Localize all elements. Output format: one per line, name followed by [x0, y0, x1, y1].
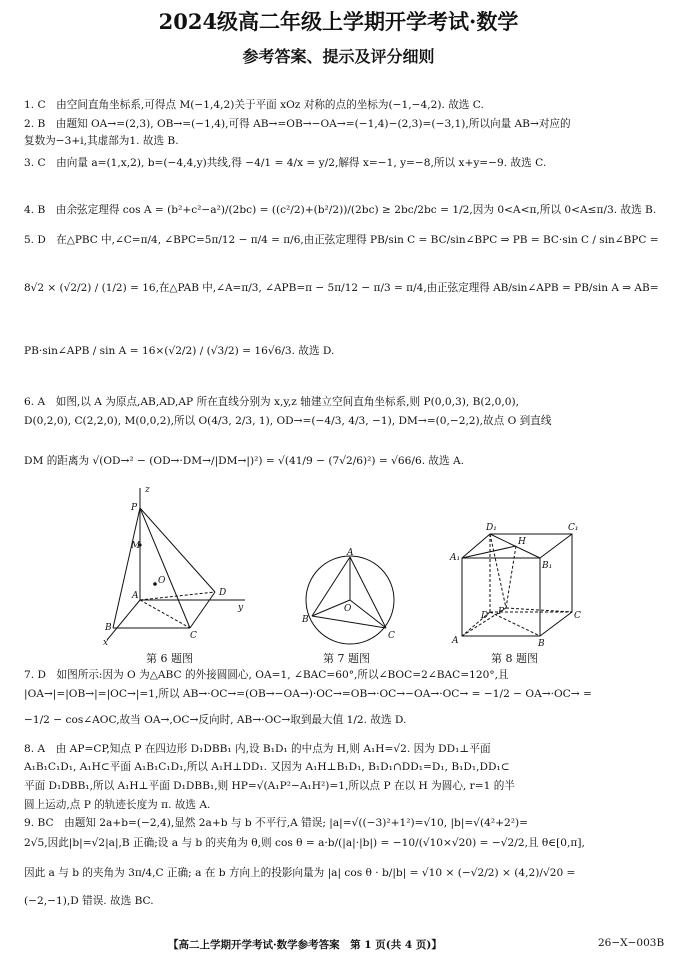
- fig6-label: M: [131, 541, 141, 551]
- figure-6-caption: 第 6 题图: [146, 652, 193, 665]
- answer-line: −1/2 − cos∠AOC,故当 OA→,OC→反向时, AB→·OC→取到最大值 1/2. 故选 D.: [24, 714, 407, 726]
- fig6-label: A: [132, 591, 139, 601]
- figure-7-circle: [298, 548, 408, 648]
- fig7-label: A: [347, 548, 354, 558]
- fig6-label: O: [158, 576, 166, 586]
- answer-line: PB·sin∠APB / sin A = 16×(√2/2) / (√3/2) = 16√6/3. 故选 D.: [24, 345, 335, 357]
- fig8-label: P: [498, 607, 505, 617]
- answer-line: 5. D 在△PBC 中,∠C=π/4, ∠BPC=5π/12 − π/4 = π/6,由正弦定理得 PB/sin C = BC/sin∠BPC ⇒ PB = BC·sin C / sin∠BPC =: [24, 234, 659, 246]
- answer-line: 8. A 由 AP=CP,知点 P 在四边形 D₁DBB₁ 内,设 B₁D₁ 的中点为 H,则 A₁H=√2. 因为 DD₁⊥平面: [24, 743, 491, 755]
- fig8-label: D: [481, 611, 489, 621]
- fig8-label: C: [574, 611, 581, 621]
- answer-line: A₁B₁C₁D₁, A₁H⊂平面 A₁B₁C₁D₁,所以 A₁H⊥DD₁. 又因为 A₁H⊥B₁D₁, B₁D₁∩DD₁=D₁, B₁D₁,DD₁⊂: [24, 761, 510, 773]
- fig7-label: C: [388, 631, 395, 641]
- answer-line: 圆上运动,点 P 的轨迹长度为 π. 故选 A.: [24, 799, 211, 811]
- fig8-label: A: [452, 636, 459, 646]
- answer-line: D(0,2,0), C(2,2,0), M(0,0,2),所以 O(4/3, 2/3, 1), OD→=(−4/3, 4/3, −1), DM→=(0,−2,2),故点 O 到直线: [24, 415, 552, 427]
- answer-line: 7. D 如图所示:因为 O 为△ABC 的外接圆圆心, OA=1, ∠BAC=60°,所以∠BOC=2∠BAC=120°,且: [24, 669, 509, 681]
- figure-6-pyramid: [95, 480, 265, 645]
- answer-line: |OA→|=|OB→|=|OC→|=1,所以 AB→·OC→=(OB→−OA→)·OC→=OB→·OC→−OA→·OC→ = −1/2 − OA→·OC→ =: [24, 688, 592, 700]
- fig6-label: y: [238, 603, 244, 613]
- page-title: 2024级高二年级上学期开学考试·数学: [158, 9, 519, 34]
- answer-line: 平面 D₁DBB₁,所以 A₁H⊥平面 D₁DBB₁,则 HP=√(A₁P²−A₁H²)=1,所以点 P 在以 H 为圆心, r=1 的半: [24, 780, 515, 792]
- figure-7-caption: 第 7 题图: [323, 652, 370, 665]
- fig6-label: D: [219, 588, 227, 598]
- answer-line: 3. C 由向量 a=(1,x,2), b=(−4,4,y)共线,得 −4/1 = 4/x = y/2,解得 x=−1, y=−8,所以 x+y=−9. 故选 C.: [24, 157, 547, 169]
- figure-8-caption: 第 8 题图: [491, 652, 538, 665]
- fig8-label: D₁: [486, 523, 497, 533]
- answer-line: 因此 a 与 b 的夹角为 3π/4,C 正确; a 在 b 方向上的投影向量为 |a| cos θ · b/|b| = √10 × (−√2/2) × (4,2)/√20 =: [24, 867, 576, 879]
- figure-8-cube: [448, 518, 588, 648]
- document-code: 26−X−003B: [598, 937, 665, 949]
- fig6-label: z: [145, 485, 150, 495]
- fig8-label: B₁: [542, 561, 553, 571]
- page-subtitle: 参考答案、提示及评分细则: [242, 47, 435, 66]
- fig6-label: x: [103, 638, 109, 645]
- fig6-label: C: [190, 631, 197, 641]
- page-footer: 【高二上学期开学考试·数学参考答案 第 1 页(共 4 页)】: [168, 939, 442, 951]
- answer-line: 2√5,因此|b|=√2|a|,B 正确;设 a 与 b 的夹角为 θ,则 cos θ = a·b/(|a|·|b|) = −10/(√10×√20) = −√2/2,且 θ∈[0,π],: [24, 837, 585, 849]
- answer-line: (−2,−1),D 错误. 故选 BC.: [24, 895, 154, 907]
- answer-line: 4. B 由余弦定理得 cos A = (b²+c²−a²)/(2bc) = ((c²/2)+(b²/2))/(2bc) ≥ 2bc/2bc = 1/2,因为 0<A<π,所以 0<A≤π/3. 故选 B.: [24, 204, 657, 216]
- fig8-label: C₁: [568, 523, 579, 533]
- answer-line: 6. A 如图,以 A 为原点,AB,AD,AP 所在直线分别为 x,y,z 轴建立空间直角坐标系,则 P(0,0,3), B(2,0,0),: [24, 396, 519, 408]
- fig7-label: O: [344, 604, 352, 614]
- answer-line: 8√2 × (√2/2) / (1/2) = 16,在△PAB 中,∠A=π/3, ∠APB=π − 5π/12 − π/3 = π/4,由正弦定理得 AB/sin∠APB = PB/sin A ⇒ AB=: [24, 282, 659, 294]
- fig6-label: P: [131, 503, 138, 513]
- answer-line: 2. B 由题知 OA→=(2,3), OB→=(−1,4),可得 AB→=OB→−OA→=(−1,4)−(2,3)=(−3,1),所以向量 AB→对应的: [24, 118, 571, 130]
- answer-line: 复数为−3+i,其虚部为1. 故选 B.: [24, 135, 179, 147]
- fig8-label: B: [538, 639, 545, 648]
- fig8-label: A₁: [450, 553, 461, 563]
- fig7-label: B: [302, 615, 309, 625]
- answer-line: 1. C 由空间直角坐标系,可得点 M(−1,4,2)关于平面 xOz 对称的点的坐标为(−1,−4,2). 故选 C.: [24, 99, 484, 111]
- fig8-label: H: [518, 537, 526, 547]
- fig6-label: B: [105, 623, 112, 633]
- answer-line: 9. BC 由题知 2a+b=(−2,4),显然 2a+b 与 b 不平行,A 错误; |a|=√((−3)²+1²)=√10, |b|=√(4²+2²)=: [24, 817, 529, 829]
- answer-line: DM 的距离为 √(OD→² − (OD→·DM→/|DM→|)²) = √(41/9 − (7√2/6)²) = √66/6. 故选 A.: [24, 455, 464, 467]
